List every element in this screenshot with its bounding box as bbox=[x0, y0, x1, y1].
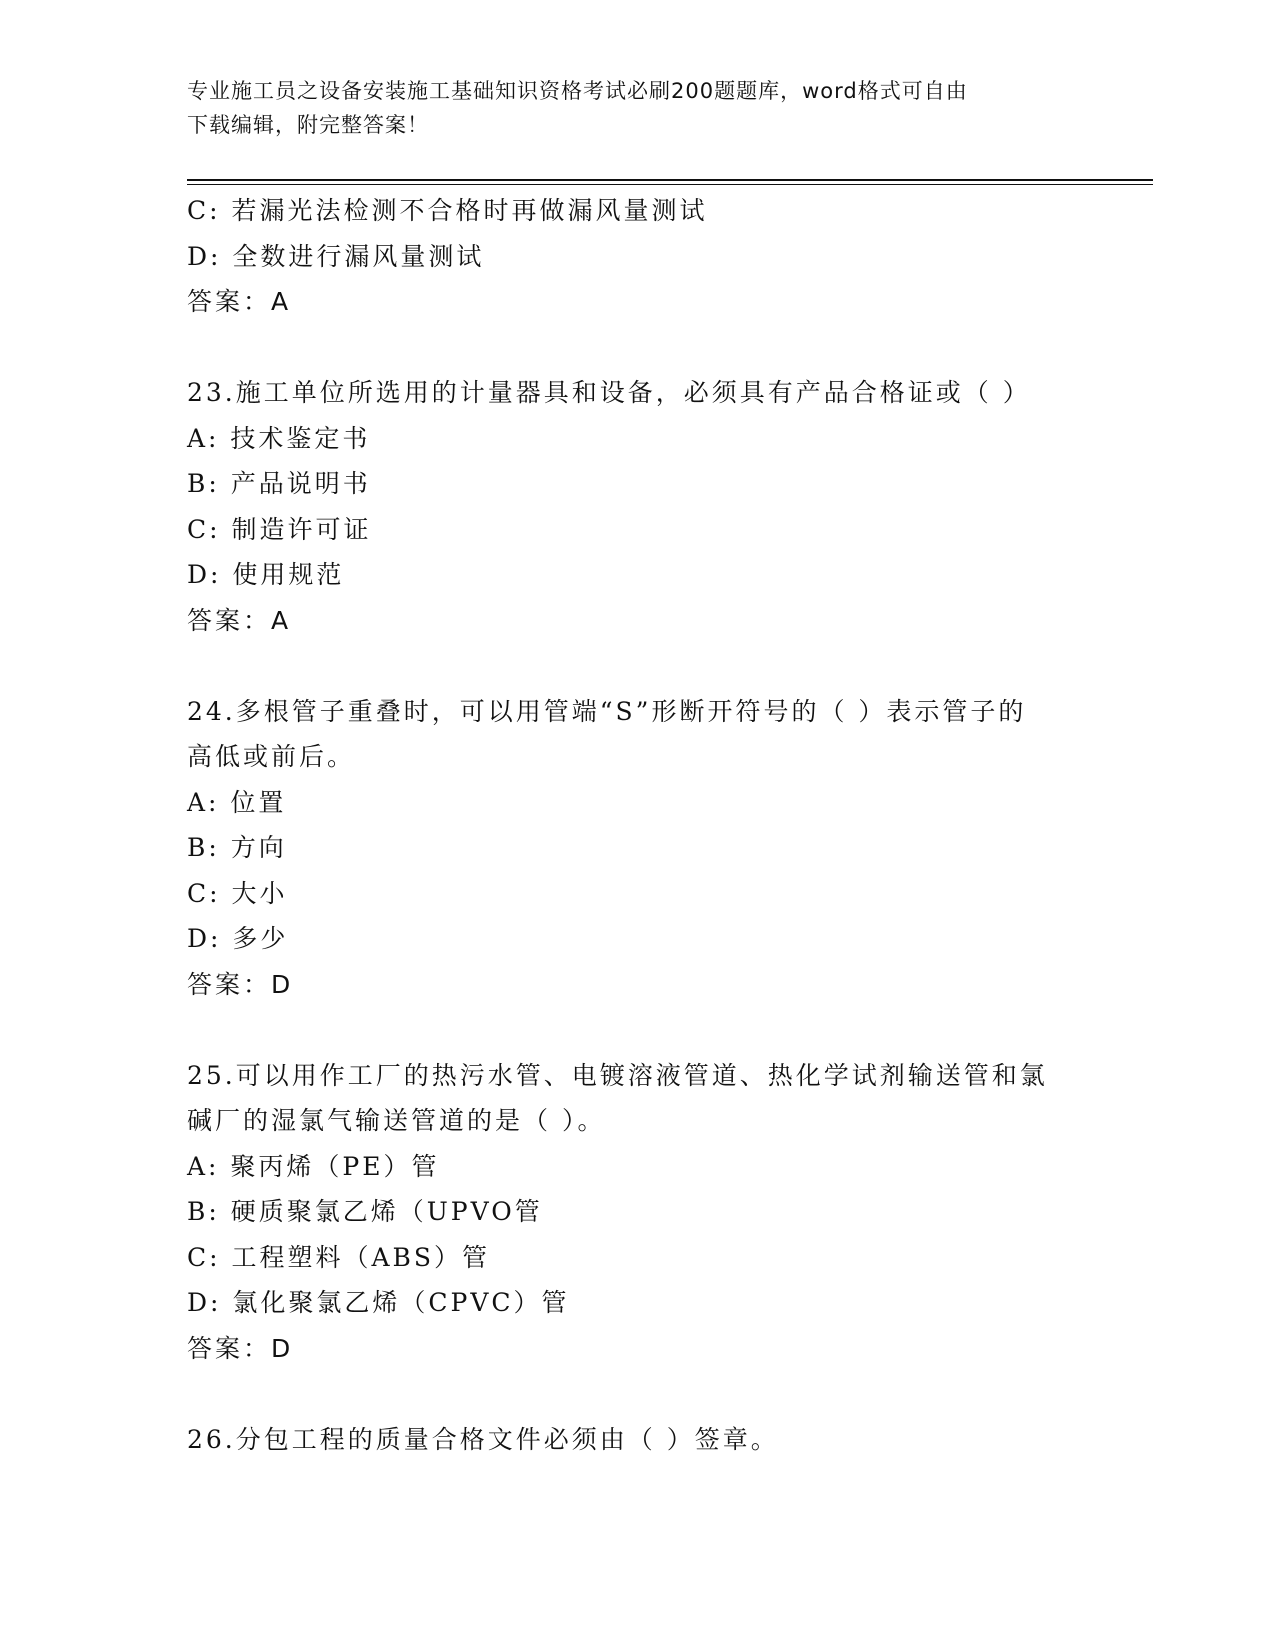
question-26 bbox=[187, 1417, 1087, 1463]
header-line-2: 下载编辑，附完整答案！ bbox=[187, 113, 429, 137]
question-stem-continued: 碱厂的湿氯气输送管道的是（ ）。 bbox=[187, 1106, 606, 1135]
spacer bbox=[187, 1007, 1087, 1053]
previous-question-tail bbox=[187, 188, 1087, 325]
option-b: B: 硬质聚氯乙烯（UPVO管 bbox=[187, 1197, 543, 1226]
option-a: A: 技术鉴定书 bbox=[187, 423, 371, 453]
option-c: C: 大小 bbox=[187, 878, 288, 908]
answer-line: 答案：A bbox=[187, 287, 292, 316]
option-d: D: 多少 bbox=[187, 924, 289, 953]
question-stem: 26.分包工程的质量合格文件必须由（ ）签章。 bbox=[187, 1424, 779, 1454]
answer-line: 答案：A bbox=[187, 605, 292, 635]
spacer bbox=[187, 643, 1087, 689]
header-divider-thin bbox=[187, 184, 1153, 185]
question-stem: 24.多根管子重叠时，可以用管端“S”形断开符号的（ ）表示管子的 bbox=[187, 696, 1027, 726]
option-a: A: 位置 bbox=[187, 787, 287, 817]
question-23 bbox=[187, 370, 1087, 643]
question-25 bbox=[187, 1053, 1087, 1372]
spacer bbox=[187, 1371, 1087, 1417]
question-24 bbox=[187, 689, 1087, 1008]
answer-line: 答案：D bbox=[187, 969, 294, 999]
option-d: D: 氯化聚氯乙烯（CPVC）管 bbox=[187, 1288, 570, 1317]
answer-line: 答案：D bbox=[187, 1333, 294, 1363]
option-c: C: 制造许可证 bbox=[187, 514, 372, 544]
question-list bbox=[187, 188, 1087, 1462]
question-stem-continued: 高低或前后。 bbox=[187, 742, 356, 771]
question-stem: 23.施工单位所选用的计量器具和设备，必须具有产品合格证或（ ） bbox=[187, 378, 1031, 407]
option-d: D: 全数进行漏风量测试 bbox=[187, 241, 485, 271]
header-divider-thick bbox=[187, 179, 1153, 181]
document-header bbox=[187, 74, 1087, 142]
option-c: C: 工程塑料（ABS）管 bbox=[187, 1242, 491, 1272]
question-stem: 25.可以用作工厂的热污水管、电镀溶液管道、热化学试剂输送管和氯 bbox=[187, 1060, 1048, 1090]
option-a: A: 聚丙烯（PE）管 bbox=[187, 1151, 440, 1181]
header-line-1: 专业施工员之设备安装施工基础知识资格考试必刷200题题库，word格式可自由 bbox=[187, 79, 968, 103]
option-c: C: 若漏光法检测不合格时再做漏风量测试 bbox=[187, 196, 708, 225]
option-b: B: 方向 bbox=[187, 833, 287, 862]
option-b: B: 产品说明书 bbox=[187, 469, 371, 498]
spacer bbox=[187, 325, 1087, 371]
option-d: D: 使用规范 bbox=[187, 560, 345, 589]
